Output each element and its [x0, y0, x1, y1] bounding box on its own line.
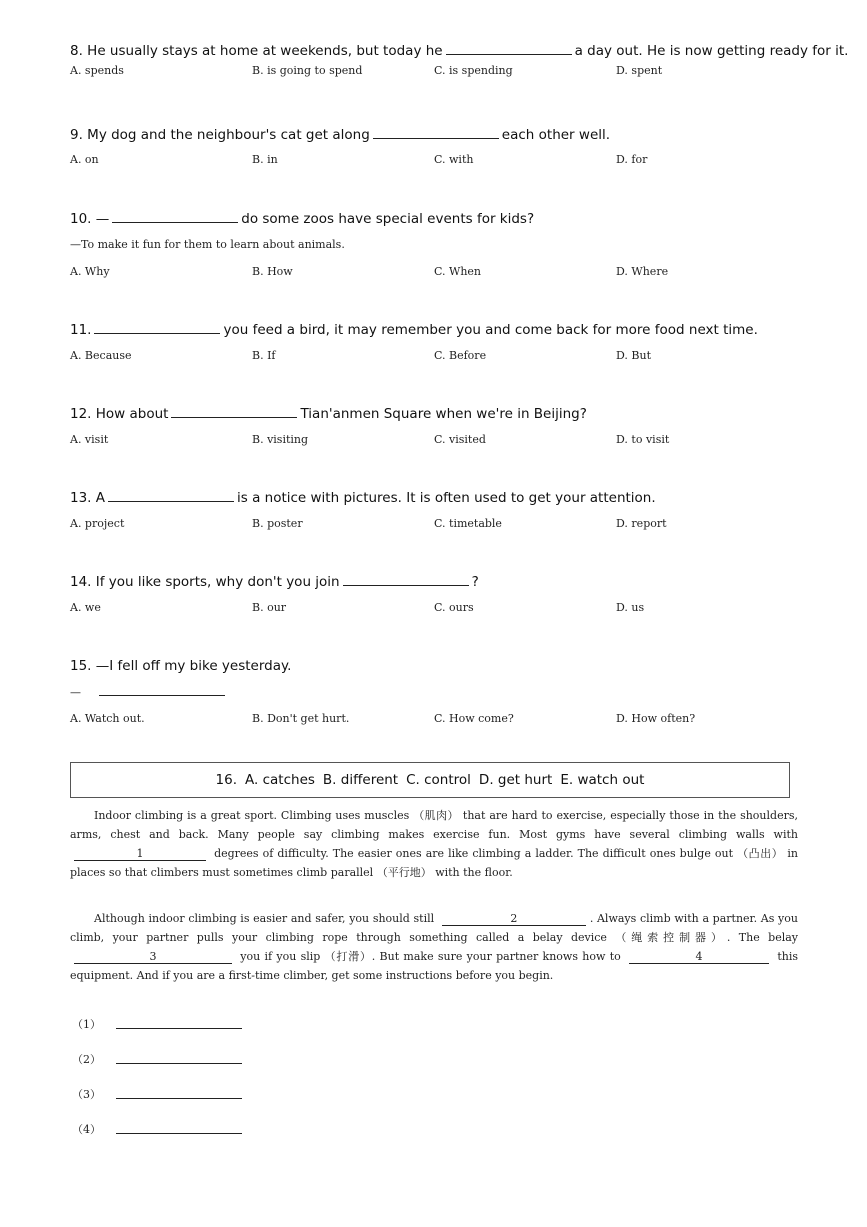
- answer-label: （4）: [72, 1123, 101, 1136]
- option-d[interactable]: D. How often?: [616, 712, 696, 725]
- question-text: 11.: [70, 322, 92, 338]
- passage-text: this equipment. And if you are a first-time climber, get some instructions before you begin.: [70, 950, 799, 982]
- option-d[interactable]: D. us: [616, 601, 645, 614]
- option-c[interactable]: C. How come?: [434, 712, 514, 725]
- option-a[interactable]: A. project: [70, 517, 125, 530]
- option-d[interactable]: D. report: [616, 517, 667, 530]
- answer-label: （2）: [72, 1053, 101, 1066]
- passage-text: Although indoor climbing is easier and safer, you should still: [94, 912, 435, 925]
- answer-blank: [108, 489, 234, 502]
- question-text: ?: [471, 574, 479, 590]
- option-d[interactable]: D. But: [616, 349, 652, 362]
- option-a[interactable]: A. we: [70, 601, 101, 614]
- option-d[interactable]: D. spent: [616, 64, 663, 77]
- word-box-number: 16.: [215, 772, 238, 788]
- question-text: 12. How about: [70, 406, 169, 422]
- passage-blank-3: 3: [74, 951, 232, 964]
- answer-blank: [343, 573, 469, 586]
- answer-line-4[interactable]: [72, 1121, 101, 1137]
- passage-paragraph-2: [70, 909, 798, 985]
- word-option: C. control: [406, 772, 471, 788]
- passage-text: degrees of difficulty. The easier ones are like climbing a ladder. The difficult ones bulge out （凸出） in places so that climbers must sometimes climb parallel （平行地） with the floor.: [70, 847, 798, 879]
- option-a[interactable]: A. on: [70, 153, 99, 166]
- option-b[interactable]: B. in: [252, 153, 278, 166]
- passage-paragraph-1: [70, 806, 798, 882]
- option-a[interactable]: A. Why: [70, 265, 110, 278]
- question-text: 8. He usually stays at home at weekends, but today he: [70, 43, 443, 59]
- option-b[interactable]: B. our: [252, 601, 287, 614]
- dialogue-reply: —To make it fun for them to learn about animals.: [70, 238, 345, 251]
- option-b[interactable]: B. poster: [252, 517, 303, 530]
- option-c[interactable]: C. Before: [434, 349, 487, 362]
- question-text: do some zoos have special events for kids?: [241, 211, 535, 227]
- answer-blank: [112, 210, 238, 223]
- option-b[interactable]: B. is going to spend: [252, 64, 363, 77]
- question-11: [70, 321, 810, 365]
- option-c[interactable]: C. is spending: [434, 64, 513, 77]
- answer-label: （1）: [72, 1018, 101, 1031]
- answer-blank: [373, 126, 499, 139]
- option-b[interactable]: B. Don't get hurt.: [252, 712, 350, 725]
- answer-label: （3）: [72, 1088, 101, 1101]
- passage-text: Indoor climbing is a great sport. Climbing uses muscles （肌肉） that are hard to exercise, especially those in the shoulders, arms, chest and back. Many people say climbing makes exercise fun. Most gyms have several climbing walls with: [70, 809, 798, 841]
- option-c[interactable]: C. ours: [434, 601, 474, 614]
- word-option: A. catches: [245, 772, 315, 788]
- option-a[interactable]: A. visit: [70, 433, 109, 446]
- word-option: E. watch out: [560, 772, 645, 788]
- option-b[interactable]: B. If: [252, 349, 276, 362]
- question-text: is a notice with pictures. It is often used to get your attention.: [237, 490, 656, 506]
- answer-line-3[interactable]: [72, 1086, 101, 1102]
- question-9: [70, 126, 810, 169]
- option-b[interactable]: B. visiting: [252, 433, 309, 446]
- answer-blank: [99, 683, 225, 696]
- question-text: 14. If you like sports, why don't you join: [70, 574, 340, 590]
- option-a[interactable]: A. Watch out.: [70, 712, 145, 725]
- question-text: 9. My dog and the neighbour's cat get along: [70, 127, 370, 143]
- question-10: [70, 210, 810, 281]
- option-c[interactable]: C. When: [434, 265, 482, 278]
- question-text: 10. —: [70, 211, 110, 227]
- question-text: 13. A: [70, 490, 105, 506]
- question-12: [70, 405, 810, 449]
- answer-blank: [94, 321, 220, 334]
- word-option: B. different: [322, 772, 399, 788]
- answer-blank: [171, 405, 297, 418]
- word-box: [70, 762, 790, 798]
- passage-text: you if you slip （打滑）. But make sure your partner knows how to: [240, 950, 621, 963]
- passage-blank-1: 1: [74, 848, 206, 861]
- option-c[interactable]: C. with: [434, 153, 474, 166]
- question-text: 15. —I fell off my bike yesterday.: [70, 658, 292, 674]
- passage-text: . Always climb with a partner. As you climb, your partner pulls your climbing rope through something called a belay device （绳索控制器）. The belay: [70, 912, 798, 944]
- question-text: each other well.: [501, 127, 611, 143]
- question-text: Tian'anmen Square when we're in Beijing?: [300, 406, 587, 422]
- answer-line-2[interactable]: [72, 1051, 101, 1067]
- dialogue-dash: —: [70, 686, 81, 699]
- option-a[interactable]: A. Because: [70, 349, 132, 362]
- question-14: [70, 573, 810, 617]
- option-d[interactable]: D. Where: [616, 265, 669, 278]
- option-a[interactable]: A. spends: [70, 64, 124, 77]
- question-13: [70, 489, 810, 533]
- option-d[interactable]: D. for: [616, 153, 648, 166]
- option-d[interactable]: D. to visit: [616, 433, 670, 446]
- question-text: you feed a bird, it may remember you and come back for more food next time.: [223, 322, 758, 338]
- passage-blank-4: 4: [629, 951, 769, 964]
- answer-line-1[interactable]: [72, 1016, 101, 1032]
- option-b[interactable]: B. How: [252, 265, 293, 278]
- option-c[interactable]: C. visited: [434, 433, 486, 446]
- question-text: a day out. He is now getting ready for it.: [574, 43, 849, 59]
- answer-blank: [446, 42, 572, 55]
- passage-blank-2: 2: [442, 913, 586, 926]
- option-c[interactable]: C. timetable: [434, 517, 502, 530]
- question-8: [70, 42, 849, 80]
- word-option: D. get hurt: [478, 772, 553, 788]
- question-15: [70, 657, 810, 728]
